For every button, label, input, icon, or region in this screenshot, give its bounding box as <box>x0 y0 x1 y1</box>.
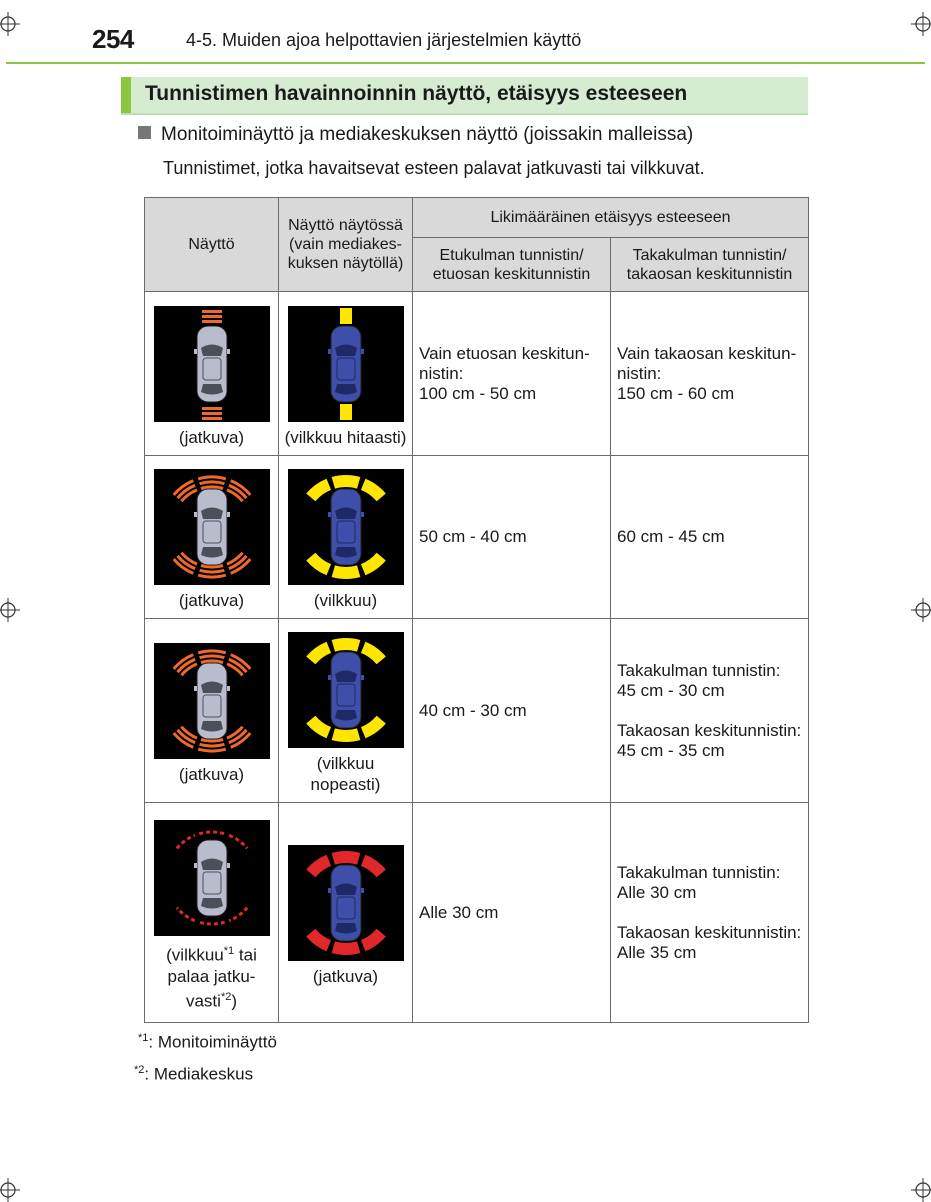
sensor-display-image <box>154 820 270 936</box>
footnote <box>134 1064 253 1085</box>
sensor-display-image <box>154 306 270 422</box>
table-row <box>145 619 809 803</box>
rear-distance-cell <box>611 803 809 1023</box>
footnote-text: : Mediakeskus <box>144 1064 254 1084</box>
table-row <box>145 292 809 456</box>
front-distance-cell: 40 cm - 30 cm <box>413 619 611 803</box>
bullet-square-icon <box>138 126 151 139</box>
car-icon <box>328 652 364 728</box>
section-heading-bar <box>121 77 808 113</box>
sensor-display-image <box>288 306 404 422</box>
registration-mark-icon <box>0 1178 20 1202</box>
sensor-display-image <box>288 469 404 585</box>
cell-text: Takakulman tunnistin: <box>617 862 781 882</box>
page-number: 254 <box>92 24 134 54</box>
caption <box>145 941 278 1011</box>
registration-mark-icon <box>911 12 931 36</box>
footnote-mark: *1 <box>138 1032 149 1044</box>
front-distance-cell <box>413 292 611 456</box>
cell-text: Takakulman tunnistin: <box>617 660 781 680</box>
header-rear: Takakulman tunnistin/ takaosan keskitunnistin <box>611 238 809 292</box>
car-icon <box>194 489 230 565</box>
cell-text: Vain takaosan keskitun-nistin: <box>617 343 797 383</box>
registration-mark-icon <box>0 12 20 36</box>
caption: (jatkuva) <box>178 591 245 610</box>
cell-text: Vain etuosan keskitun-nistin: <box>419 343 590 383</box>
front-distance-cell: Alle 30 cm <box>413 803 611 1023</box>
registration-mark-icon <box>911 1178 931 1202</box>
footnote-ref: *2 <box>220 990 232 1003</box>
cell-text: Takaosan keskitunnistin: <box>617 922 802 942</box>
caption: (jatkuva) <box>178 764 245 784</box>
sensor-display-image <box>288 845 404 961</box>
caption: (vilkkuu nopeasti) <box>310 754 381 794</box>
footnote-ref: *1 <box>223 944 235 957</box>
sensor-display-image <box>288 632 404 748</box>
caption: (vilkkuu hitaasti) <box>284 427 407 447</box>
caption-text: (vilkkuu <box>166 945 224 965</box>
car-icon <box>328 865 364 941</box>
intro-text: Tunnistimet, jotka havaitsevat esteen palavat jatkuvasti tai vilkkuvat. <box>163 158 705 178</box>
distance-table <box>144 197 809 1023</box>
footnote-mark: *2 <box>134 1064 145 1076</box>
sensor-display-image <box>154 643 270 759</box>
cell-text: 100 cm - 50 cm <box>419 383 537 403</box>
sensor-display-image <box>154 469 270 585</box>
subsection-heading <box>138 124 693 146</box>
header-rule <box>6 62 925 64</box>
rear-distance-cell <box>611 619 809 803</box>
caption: (jatkuva) <box>312 966 379 986</box>
front-distance-cell: 50 cm - 40 cm <box>413 456 611 619</box>
cell-text: Alle 30 cm <box>617 882 697 902</box>
header-display: Näyttö <box>145 198 279 292</box>
table-row <box>145 456 809 619</box>
caption-text: ) <box>231 991 238 1011</box>
cell-text: 150 cm - 60 cm <box>617 383 735 403</box>
table-row <box>145 803 809 1023</box>
registration-mark-icon <box>0 598 20 622</box>
header-distance: Likimääräinen etäisyys esteeseen <box>413 198 809 238</box>
header-front: Etukulman tunnistin/ etuosan keskitunnistin <box>413 238 611 292</box>
registration-mark-icon <box>911 598 931 622</box>
car-icon <box>194 326 230 402</box>
cell-text: 45 cm - 35 cm <box>617 740 725 760</box>
cell-text: Takaosan keskitunnistin: <box>617 720 802 740</box>
chapter-title: 4-5. Muiden ajoa helpottavien järjestelmien käyttö <box>186 30 582 50</box>
rear-distance-cell <box>611 292 809 456</box>
caption: (vilkkuu) <box>313 591 378 610</box>
footnote <box>138 1032 277 1053</box>
car-icon <box>328 326 364 402</box>
footnote-text: : Monitoiminäyttö <box>148 1032 277 1052</box>
cell-text: Alle 35 cm <box>617 942 697 962</box>
caption-text: tai palaa jatku-vasti <box>167 945 257 1011</box>
cell-text: 45 cm - 30 cm <box>617 680 725 700</box>
car-icon <box>194 663 230 739</box>
caption: (jatkuva) <box>178 427 245 447</box>
section-title: Tunnistimen havainnoinnin näyttö, etäisyys esteeseen <box>145 82 688 105</box>
rear-distance-cell: 60 cm - 45 cm <box>611 456 809 619</box>
header-screen-display: Näyttö näytössä (vain mediakes-kuksen näytöllä) <box>279 198 413 292</box>
subsection-heading-text: Monitoiminäyttö ja mediakeskuksen näyttö (joissakin malleissa) <box>161 124 694 145</box>
car-icon <box>194 840 230 916</box>
car-icon <box>328 489 364 565</box>
